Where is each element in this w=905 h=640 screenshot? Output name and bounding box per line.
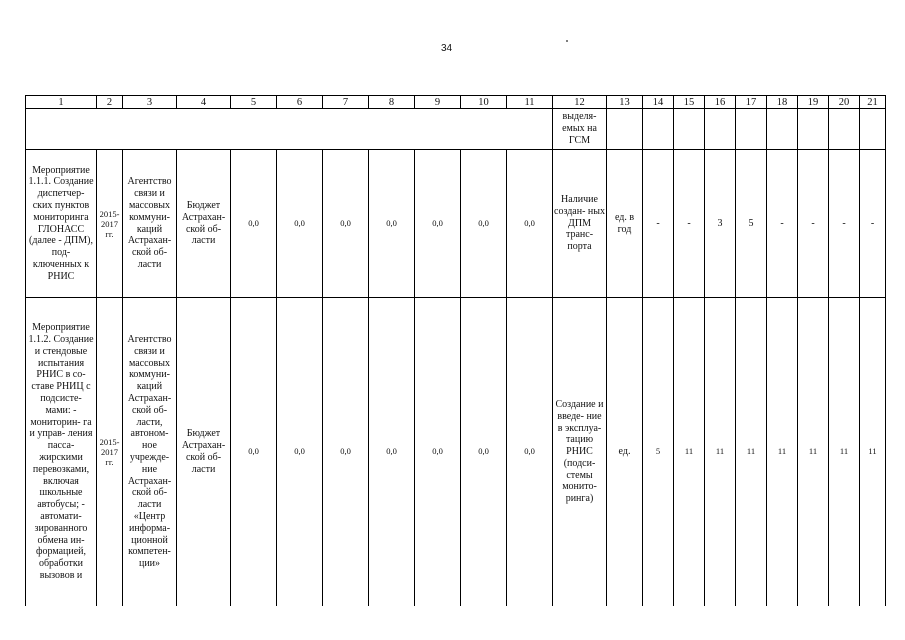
cell-value: 11: [798, 298, 829, 607]
col-header: 10: [461, 96, 507, 109]
col-header: 7: [323, 96, 369, 109]
cell-indicator: выделя- емых на ГСМ: [553, 109, 607, 150]
cell-indicator: Создание и введе- ние в эксплуа- тацию РНИС (подси- стемы монито- ринга): [553, 298, 607, 607]
cell-blank: [643, 109, 674, 150]
col-header: 17: [736, 96, 767, 109]
cell-value: 0,0: [415, 150, 461, 298]
cell-value: 0,0: [323, 150, 369, 298]
cell-period: 2015-2017 гг.: [97, 298, 123, 607]
cell-value: 0,0: [415, 298, 461, 607]
cell-value: 0,0: [369, 298, 415, 607]
page-number: 34: [441, 43, 453, 54]
cell-event: Мероприятие 1.1.1. Создание диспетчер- ских пунктов мониторинга ГЛОНАСС (далее - ДПМ), под- ключенных к РНИС: [26, 150, 97, 298]
cell-blank: [829, 109, 860, 150]
table-row: [26, 150, 886, 298]
cell-blank: [607, 109, 643, 150]
cell-value: 11: [705, 298, 736, 607]
col-header: 9: [415, 96, 461, 109]
cell-value: 11: [674, 298, 705, 607]
cell-value: 0,0: [461, 150, 507, 298]
col-header: 19: [798, 96, 829, 109]
col-header: 6: [277, 96, 323, 109]
cell-executor: Агентство связи и массовых коммуни- каций Астрахан- ской об- ласти: [123, 150, 177, 298]
cell-source: Бюджет Астрахан- ской об- ласти: [177, 150, 231, 298]
table-row: [26, 298, 886, 607]
continuation-blank: [26, 109, 553, 150]
cell-executor: Агентство связи и массовых коммуни- каций Астрахан- ской об- ласти, автоном- ное учрежде- ние Астрахан- ской об- ласти «Центр информа- ционной компетен- ции»: [123, 298, 177, 607]
col-header: 5: [231, 96, 277, 109]
col-header: 11: [507, 96, 553, 109]
col-header: 20: [829, 96, 860, 109]
cell-value: 11: [829, 298, 860, 607]
cell-value: 11: [736, 298, 767, 607]
cell-value: 5: [736, 150, 767, 298]
continuation-row: [26, 109, 886, 150]
program-table: [25, 95, 886, 606]
cell-blank: [798, 109, 829, 150]
col-header: 4: [177, 96, 231, 109]
cell-value: 0,0: [369, 150, 415, 298]
col-header: 12: [553, 96, 607, 109]
cell-blank: [767, 109, 798, 150]
col-header: 1: [26, 96, 97, 109]
cell-value: -: [767, 150, 798, 298]
cell-value: 0,0: [507, 298, 553, 607]
column-numbers-row: [26, 96, 886, 109]
cell-unit: ед.: [607, 298, 643, 607]
cell-value: 0,0: [277, 150, 323, 298]
col-header: 8: [369, 96, 415, 109]
cell-blank: [705, 109, 736, 150]
cell-value: 0,0: [277, 298, 323, 607]
cell-value: -: [860, 150, 886, 298]
cell-source: Бюджет Астрахан- ской об- ласти: [177, 298, 231, 607]
col-header: 15: [674, 96, 705, 109]
cell-value: -: [674, 150, 705, 298]
cell-unit: ед. в год: [607, 150, 643, 298]
cell-period: 2015-2017 гг.: [97, 150, 123, 298]
cell-blank: [860, 109, 886, 150]
scan-speck: [566, 40, 568, 42]
cell-value: -: [829, 150, 860, 298]
cell-value: 11: [767, 298, 798, 607]
col-header: 14: [643, 96, 674, 109]
cell-blank: [674, 109, 705, 150]
cell-blank: [736, 109, 767, 150]
cell-value: -: [798, 150, 829, 298]
cell-event: Мероприятие 1.1.2. Создание и стендовые испытания РНИС в со- ставе РНИЦ с подсисте- мами: - мониторин- га и управ- ления пасса- жирскими перевозками, включая школьные автобусы; - автомати- зированного обмена ин- формацией, обработки вызовов и: [26, 298, 97, 607]
col-header: 13: [607, 96, 643, 109]
col-header: 3: [123, 96, 177, 109]
col-header: 21: [860, 96, 886, 109]
cell-value: 0,0: [461, 298, 507, 607]
col-header: 18: [767, 96, 798, 109]
cell-value: 0,0: [231, 150, 277, 298]
cell-value: 0,0: [323, 298, 369, 607]
cell-value: -: [643, 150, 674, 298]
cell-value: 5: [643, 298, 674, 607]
cell-value: 0,0: [507, 150, 553, 298]
cell-value: 0,0: [231, 298, 277, 607]
cell-value: 11: [860, 298, 886, 607]
cell-indicator: Наличие создан- ных ДПМ транс- порта: [553, 150, 607, 298]
cell-value: 3: [705, 150, 736, 298]
col-header: 16: [705, 96, 736, 109]
col-header: 2: [97, 96, 123, 109]
